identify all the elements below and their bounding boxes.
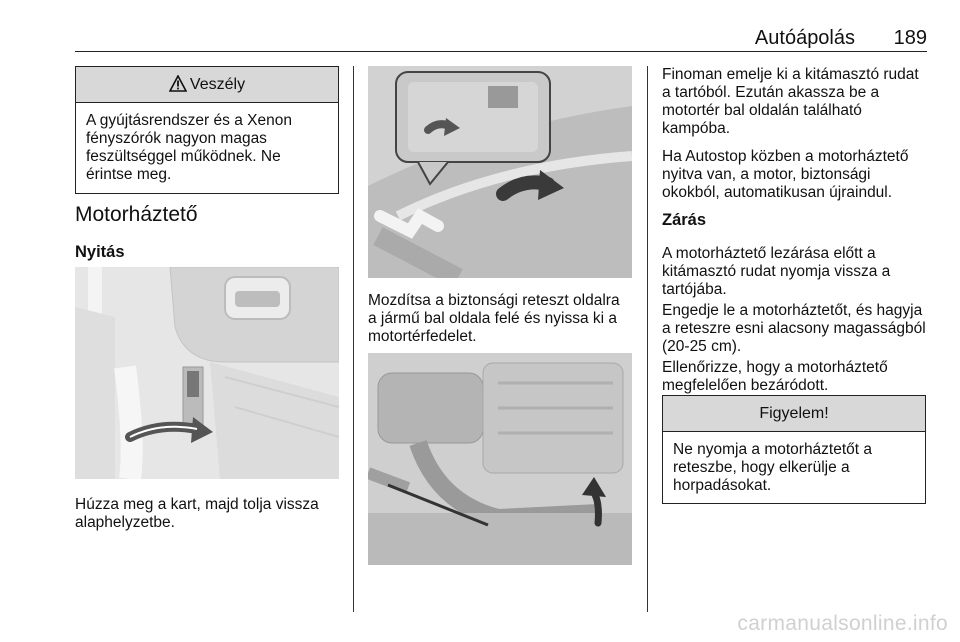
page-header: [75, 22, 927, 52]
close-step-3: Ellenőrizze, hogy a motorháztető megfelelően bezáródott.: [662, 359, 888, 394]
step-release-catch: Mozdítsa a biztonsági reteszt oldalra a jármű bal oldala felé és nyissa ki a motortérfedelet.: [368, 292, 620, 345]
watermark: carmanualsonline.info: [737, 612, 948, 635]
step-lift-prop: Finoman emelje ki a kitámasztó rudat a tartóból. Ezután akassza be a motortér bal oldalán található kampóba.: [662, 66, 919, 137]
hood-safety-catch-illustration: [368, 66, 632, 278]
danger-box-title: Veszély: [189, 76, 246, 93]
step-pull-lever: Húzza meg a kart, majd tolja vissza alaphelyzetbe.: [75, 496, 319, 531]
warning-triangle-icon: [169, 70, 187, 106]
close-step-2: Engedje le a motorháztetőt, és hagyja a reteszre esni alacsony magasságból (20-25 cm).: [662, 302, 926, 355]
notice-box: [662, 395, 926, 504]
notice-box-title: Figyelem!: [663, 396, 925, 432]
section-heading: Motorháztető: [75, 203, 198, 226]
danger-box-header: [76, 67, 338, 103]
close-step-1: A motorháztető lezárása előtt a kitámasztó rudat nyomja vissza a tartójába.: [662, 245, 891, 298]
danger-box: [75, 66, 339, 194]
opening-heading: Nyitás: [75, 243, 125, 261]
section-title: Autóápolás: [754, 27, 855, 49]
hood-release-lever-illustration: [75, 267, 339, 479]
column-divider-2: [647, 66, 648, 612]
notice-box-text: Ne nyomja a motorháztetőt a reteszbe, hogy elkerülje a horpadásokat.: [673, 441, 873, 494]
engine-bay-prop-rod-illustration: [368, 353, 632, 565]
danger-box-text: A gyújtásrendszer és a Xenon fényszórók nagyon magas feszültséggel működnek. Ne érintse meg.: [86, 112, 292, 183]
page-number: 189: [893, 27, 927, 49]
column-divider-1: [353, 66, 354, 612]
closing-heading: Zárás: [662, 211, 707, 229]
autostop-note: Ha Autostop közben a motorháztető nyitva van, a motor, biztonsági okokból, automatikusan újraindul.: [662, 148, 909, 201]
